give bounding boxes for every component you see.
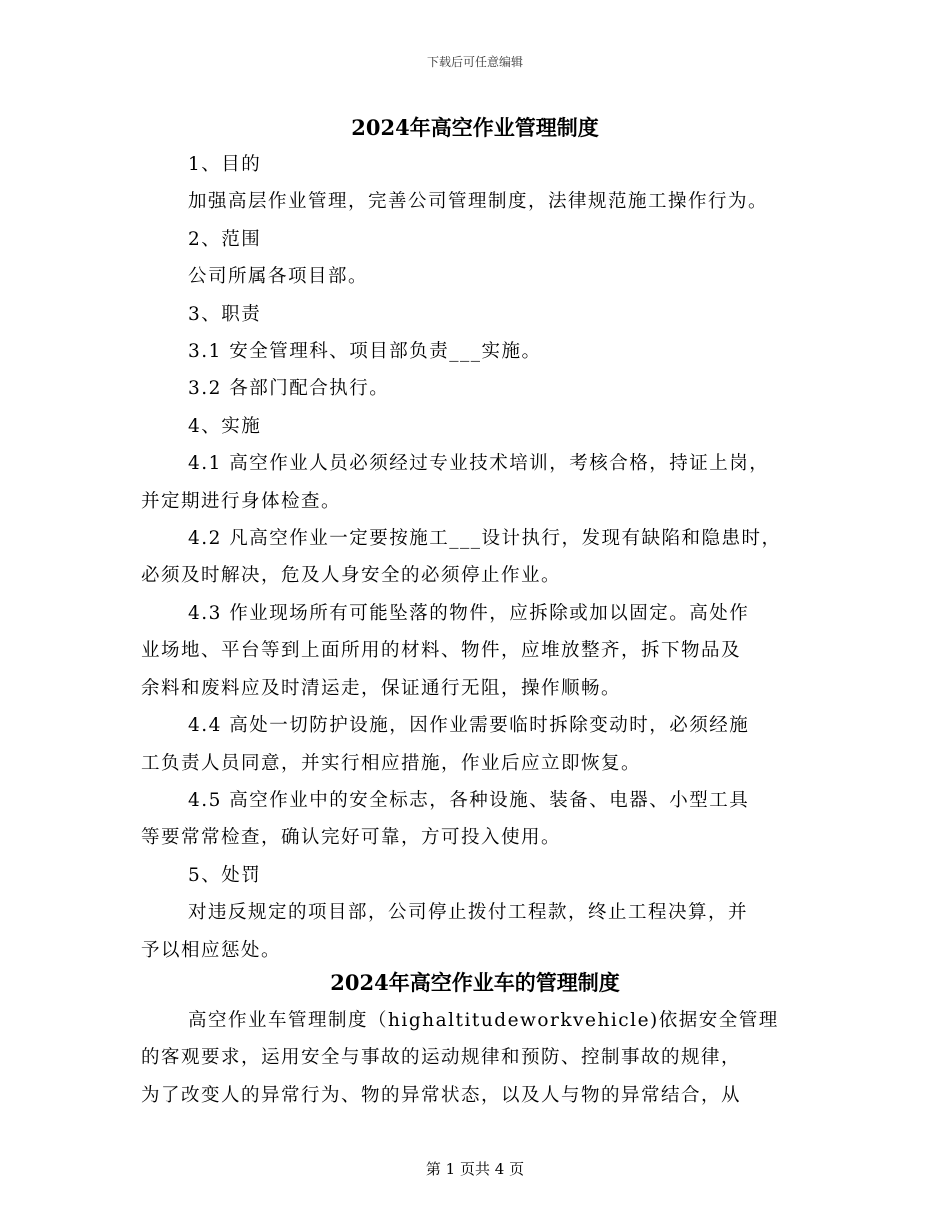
paragraph-line: 工负责人员同意，并实行相应措施，作业后应立即恢复。 [141,752,642,774]
paragraph-line: 加强高层作业管理，完善公司管理制度，法律规范施工操作行为。 [188,191,769,213]
paragraph-line: 并定期进行身体检查。 [141,490,342,512]
paragraph-line: 的客观要求，运用安全与事故的运动规律和预防、控制事故的规律， [141,1047,742,1069]
page-footer: 第 1 页共 4 页 [425,1160,525,1178]
paragraph-line: 4.4 高处一切防护设施，因作业需要临时拆除变动时，必须经施 [188,715,750,737]
paragraph-line: 2、范围 [188,228,262,250]
paragraph-line: 5、处罚 [188,864,262,886]
paragraph-line: 3.1 安全管理科、项目部负责___实施。 [188,341,542,363]
paragraph-line: 业场地、平台等到上面所用的材料、物件，应堆放整齐，拆下物品及 [141,640,742,662]
paragraph-line: 3、职责 [188,303,262,325]
document-body-2 [141,1002,821,1114]
paragraph-line: 4.2 凡高空作业一定要按施工___设计执行，发现有缺陷和隐患时， [188,528,782,550]
header-note: 下载后可任意编辑 [426,55,523,69]
paragraph-line: 为了改变人的异常行为、物的异常状态，以及人与物的异常结合，从 [141,1084,742,1106]
paragraph-line: 等要常常检查，确认完好可靠，方可投入使用。 [141,827,562,849]
paragraph-line: 予以相应惩处。 [141,939,282,961]
paragraph-line: 1、目的 [188,154,262,175]
paragraph-line: 3.2 各部门配合执行。 [188,378,390,400]
paragraph-line: 4.3 作业现场所有可能坠落的物件，应拆除或加以固定。高处作 [188,602,750,624]
paragraph-line: 公司所属各项目部。 [188,266,369,288]
paragraph-line: 余料和废料应及时清运走，保证通行无阻，操作顺畅。 [141,677,622,699]
paragraph-line: 高空作业车管理制度（highaltitudeworkvehicle)依据安全管理 [188,1010,779,1031]
paragraph-line: 4.5 高空作业中的安全标志，各种设施、装备、电器、小型工具 [188,789,750,811]
paragraph-line: 对违反规定的项目部，公司停止拨付工程款，终止工程决算，并 [188,902,749,924]
paragraph-line: 必须及时解决，危及人身安全的必须停止作业。 [141,565,562,587]
paragraph-line: 4、实施 [188,415,262,437]
section-title: 2024年高空作业车的管理制度 [330,970,620,995]
document-body [141,146,821,969]
document-title: 2024年高空作业管理制度 [351,115,599,140]
paragraph-line: 4.1 高空作业人员必须经过专业技术培训，考核合格，持证上岗， [188,453,770,475]
